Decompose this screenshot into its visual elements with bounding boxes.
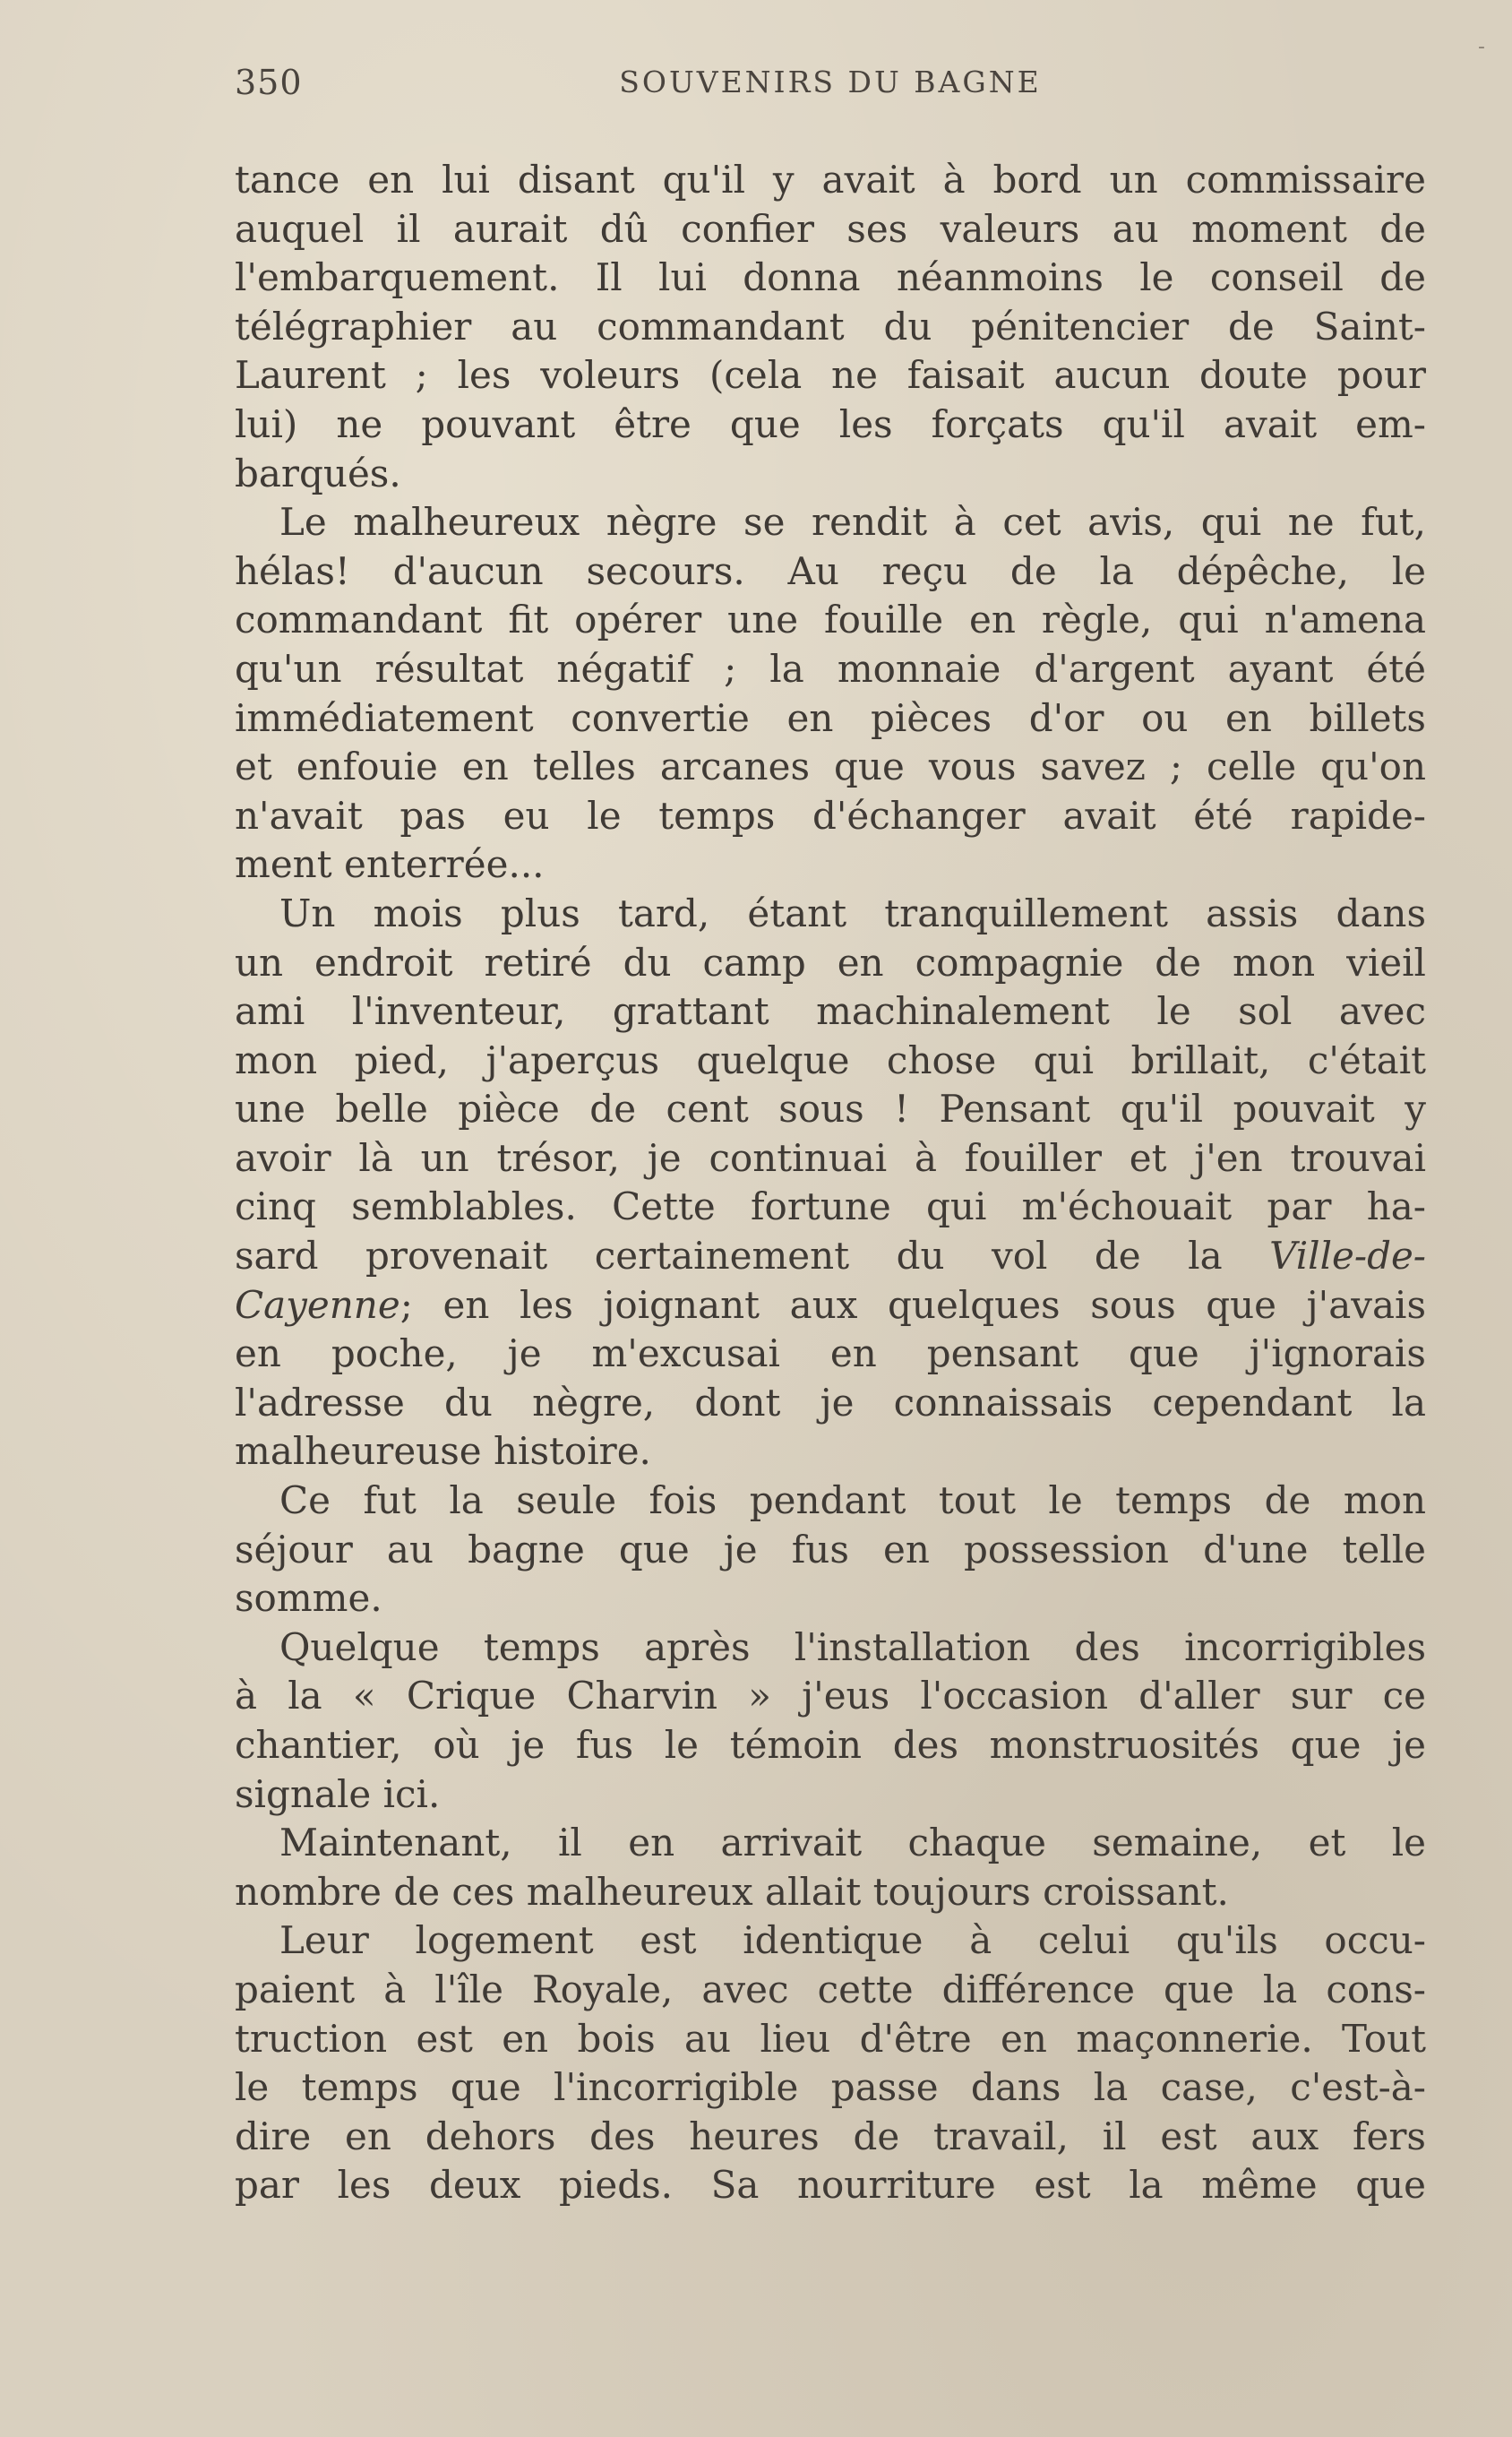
text-line: barqués. — [235, 451, 401, 495]
paragraph — [235, 1819, 1426, 1916]
text-line: un endroit retiré du camp en compagnie de mon vieil — [235, 940, 1426, 985]
text-line: par les deux pieds. Sa nourriture est la même que — [235, 2163, 1426, 2208]
text-line: qu'un résultat négatif ; la monnaie d'argent ayant été — [235, 646, 1426, 691]
text-line: l'adresse du nègre, dont je connaissais cependant la — [235, 1380, 1426, 1425]
text-line: tance en lui disant qu'il y avait à bord un commissaire — [235, 158, 1426, 202]
text-line: truction est en bois au lieu d'être en maçonnerie. Tout — [235, 2016, 1426, 2061]
text-line: Le malheureux nègre se rendit à cet avis, qui ne fut, — [279, 500, 1426, 545]
italic-text: Ville-de- — [1269, 1234, 1426, 1279]
text-line: lui) ne pouvant être que les forçats qu'il avait em- — [235, 401, 1426, 446]
text-line: Un mois plus tard, étant tranquillement assis dans — [279, 891, 1426, 935]
text-line: télégraphier au commandant du pénitencier de Saint- — [235, 304, 1426, 349]
text-line: à la « Crique Charvin » j'eus l'occasion d'aller sur ce — [235, 1674, 1426, 1718]
text-line: ami l'inventeur, grattant machinalement le sol avec — [235, 989, 1426, 1034]
text-line: Quelque temps après l'installation des incorrigibles — [279, 1624, 1426, 1669]
paragraph — [235, 1916, 1426, 2210]
text-line: dire en dehors des heures de travail, il est aux fers — [235, 2114, 1426, 2158]
paragraph — [235, 1623, 1426, 1819]
italic-text: Cayenne — [235, 1282, 400, 1327]
paragraph — [235, 1477, 1426, 1623]
text-line: Laurent ; les voleurs (cela ne faisait aucun doute pour — [235, 353, 1426, 398]
text-line: séjour au bagne que je fus en possession d'une telle — [235, 1527, 1426, 1572]
text-line: somme. — [235, 1576, 382, 1621]
text-line: cinq semblables. Cette fortune qui m'échouait par ha- — [235, 1184, 1426, 1229]
text-line: Cayenne; en les joignant aux quelques sous que j'avais — [235, 1282, 1426, 1327]
text-line: n'avait pas eu le temps d'échanger avait été rapide- — [235, 793, 1426, 838]
text-line: auquel il aurait dû confier ses valeurs au moment de — [235, 206, 1426, 251]
text-line: avoir là un trésor, je continuai à fouiller et j'en trouvai — [235, 1135, 1426, 1180]
text-line: commandant fit opérer une fouille en règle, qui n'amena — [235, 598, 1426, 642]
text-line: hélas! d'aucun secours. Au reçu de la dépêche, le — [235, 548, 1426, 593]
text-line: et enfouie en telles arcanes que vous savez ; celle qu'on — [235, 745, 1426, 789]
paragraph — [235, 156, 1426, 498]
body-text — [235, 156, 1426, 2210]
paragraph — [235, 498, 1426, 890]
text-line: Leur logement est identique à celui qu'ils occu- — [279, 1918, 1426, 1963]
text-line: Maintenant, il en arrivait chaque semaine, et le — [279, 1821, 1426, 1865]
text-line: immédiatement convertie en pièces d'or ou en billets — [235, 695, 1426, 740]
text-line: malheureuse histoire. — [235, 1429, 651, 1474]
text-line: signale ici. — [235, 1771, 441, 1816]
running-head — [235, 63, 1426, 113]
text-line: en poche, je m'excusai en pensant que j'ignorais — [235, 1331, 1426, 1376]
text-line: nombre de ces malheureux allait toujours croissant. — [235, 1869, 1229, 1914]
text-line: le temps que l'incorrigible passe dans la case, c'est-à- — [235, 2065, 1426, 2110]
running-title: SOUVENIRS DU BAGNE — [619, 65, 1042, 99]
text-line: sard provenait certainement du vol de la Ville-de- — [235, 1234, 1426, 1279]
text-line: chantier, où je fus le témoin des monstruosités que je — [235, 1723, 1426, 1767]
text-line: l'embarquement. Il lui donna néanmoins le conseil de — [235, 255, 1426, 300]
text-line: une belle pièce de cent sous ! Pensant qu'il pouvait y — [235, 1087, 1426, 1132]
page-number: 350 — [235, 63, 303, 102]
text-line: mon pied, j'aperçus quelque chose qui brillait, c'était — [235, 1038, 1426, 1082]
paragraph — [235, 890, 1426, 1477]
corner-mark: - — [1478, 36, 1485, 58]
text-line: paient à l'île Royale, avec cette différence que la cons- — [235, 1967, 1426, 2011]
text-line: Ce fut la seule fois pendant tout le temps de mon — [279, 1478, 1426, 1523]
text-line: ment enterrée... — [235, 842, 545, 887]
